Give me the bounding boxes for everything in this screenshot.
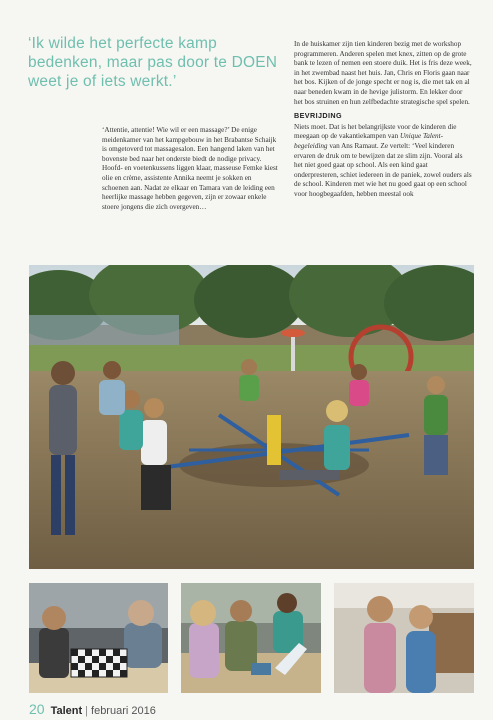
paragraph-italic-text: Unique Talent-begeleiding [294,132,444,150]
main-photo-playground [29,265,474,569]
article-column-left [102,126,280,214]
pull-quote: ‘Ik wilde het perfecte kamp bedenken, maar pas door te DOEN weet je of iets werkt.’ [28,35,278,90]
chessboard [71,649,127,677]
article-paragraph [294,123,473,200]
footer-separator: | [85,705,89,717]
photo-chess [29,583,168,693]
article-column-right [294,40,473,202]
article-paragraph: ‘Attentie, attentie! Wie wil er een massage?’ De enige meidenkamer van het kampgebouw in het Brabantse Schaijk is omgetoverd tot massagesalon. Een hangend laken van het bovenste bed naar het onderste biedt de nodige privacy. Hoofd- en voetenkussens liggen klaar, masseuse Femke kiest olie en crème, assistente Annika neemt je sokken en schoenen aan. Nadat ze elkaar en Tamara van de leiding een heerlijke massage hebben gegeven, zijn er zowaar enkele stoere jongens die zich overgeven… [102,126,278,211]
page-footer [29,701,329,717]
article-paragraph: In de huiskamer zijn tien kinderen bezig met de workshop programmeren. Anderen spelen met knex, zitten op de grote bank te lezen of nemen een stoere duik. Het is fris deze week, in het zwembad naast het huis. Jan, Chris en Floris gaan naar het bos. Kijken of de jonge specht er nog is, die met tak en al naar beneden kwam in de hevige julistorm. En lekker door het bos struinen en hun zelfbedachte strategische spel spelen. [294,40,472,106]
magazine-name: Talent [50,705,83,717]
page-number: 20 [29,701,45,717]
paragraph-text: Niets moet. Dat is het belangrijkste voor de kinderen die meegaan op de vakantiekampen van [294,122,457,141]
issue-date: februari 2016 [91,705,156,717]
photo-programming [181,583,321,693]
photo-indoor-boys [334,583,474,693]
section-heading: BEVRIJDING [294,111,342,121]
paragraph-text: van Ans Ramaut. Ze vertelt: ‘Veel kinderen ervaren de druk om te bewijzen dat ze slim zijn. Vooral als het niet goed gaat op school. Als een kind gaat onderpresteren, schiet iedereen in de paniek, zowel ouders als de school. Kinderen met wie het nu goed gaat op een school voor hoogbegaafden, hebben meestal ook [294,141,472,198]
